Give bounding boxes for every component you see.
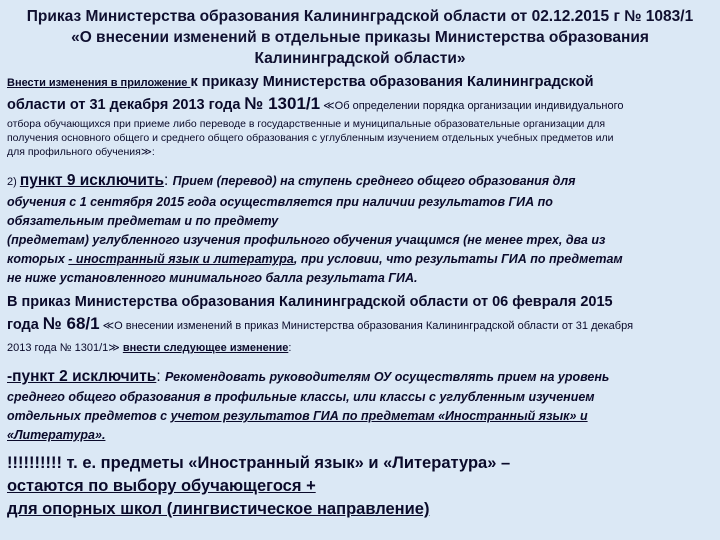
order-68-line-1: В приказ Министерства образования Калининградской области от 06 февраля 2015 xyxy=(7,294,613,310)
point-9-line-6: не ниже установленного минимального балла результата ГИА. xyxy=(7,271,418,285)
conclusion-line-3: для опорных школ (лингвистическое направление) xyxy=(7,500,430,518)
point-9-line-2: обучения с 1 сентября 2015 года осуществляется при наличии результатов ГИА по xyxy=(7,195,553,209)
point-2-line-4: «Литература». xyxy=(7,428,106,442)
point-2-text: Рекомендовать руководителям ОУ осуществлять прием на уровень xyxy=(164,370,610,384)
section-point-2: -пункт 2 исключить: Рекомендовать руководителям ОУ осуществлять прием на уровень среднего общего образования в профильные классы, или классы с углубленным изучением отдельных предметов с учетом результатов ГИА по предметам «Иностранный язык» и «Литература». xyxy=(7,366,715,445)
section-amendment-2: В приказ Министерства образования Калининградской области от 06 февраля 2015 года № 68/1 ≪О внесении изменений в приказ Министерства образования Калининградской области от 31 декабря 2013 года № 1301/1≫ внести следующее изменение: xyxy=(7,292,715,358)
point-2-line-2: среднего общего образования в профильные классы, или классы с углубленным изучением xyxy=(7,390,595,404)
title-line-2: «О внесении изменений в отдельные приказы Министерства образования xyxy=(71,29,649,46)
order-reference: к приказу Министерства образования Калининградской xyxy=(190,74,594,90)
point-2-heading: -пункт 2 исключить xyxy=(7,368,157,385)
section-point-9: 2) пункт 9 исключить: Прием (перевод) на ступень среднего общего образования для обучения с 1 сентября 2015 года осуществляется при наличии результатов ГИА по обязательным предметам и по предмету (предметам) углубленного изучения профильного обучения учащимся (не менее трех, два из которых - иностранный язык и литература, при условии, что результаты ГИА по предметам не ниже установленного минимального балла результата ГИА. xyxy=(7,170,715,288)
gia-results: учетом результатов ГИА по предметам «Иностранный язык» и xyxy=(170,409,588,423)
point-9-line-4: (предметам) углубленного изучения профильного обучения учащимся (не менее трех, два из xyxy=(7,233,606,247)
point-number: 2) xyxy=(7,176,20,188)
point-9-line-3: обязательным предметам и по предмету xyxy=(7,214,279,228)
order-name-line-4: получения основного общего и среднего общего образования с углубленным изучением отдельных учебных предметов или xyxy=(7,132,614,144)
order-name-line-5: для профильного обучения≫: xyxy=(7,146,155,158)
document-title xyxy=(0,6,720,69)
foreign-language-literature: - иностранный язык и литература xyxy=(68,252,294,266)
point-9-text: Прием (перевод) на ступень среднего общего образования для xyxy=(172,174,576,188)
order-name-line-3: отбора обучающихся при приеме либо переводе в государственные и муниципальные образовательные организации для xyxy=(7,118,606,130)
conclusion xyxy=(7,452,715,521)
change-instruction: внести следующее изменение xyxy=(122,342,289,354)
title-line-3: Калининградской области» xyxy=(254,50,466,67)
instruction-text: Внести изменения в приложение xyxy=(7,77,191,89)
title-line-1: Приказ Министерства образования Калининградской области от 02.12.2015 г № 1083/1 xyxy=(26,8,694,25)
order-number: № 1301/1 xyxy=(244,94,321,113)
order-name-start: ≪Об определении порядка организации индивидуального xyxy=(320,100,624,112)
conclusion-line-1: !!!!!!!!!! т. е. предметы «Иностранный язык» и «Литература» – xyxy=(7,454,511,472)
order-68-number: № 68/1 xyxy=(42,314,100,333)
section-amendment-1 xyxy=(7,72,715,159)
order-date: области от 31 декабря 2013 года xyxy=(7,97,245,113)
conclusion-line-2: остаются по выбору обучающегося + xyxy=(7,477,316,495)
point-9-heading: пункт 9 исключить xyxy=(19,172,165,189)
